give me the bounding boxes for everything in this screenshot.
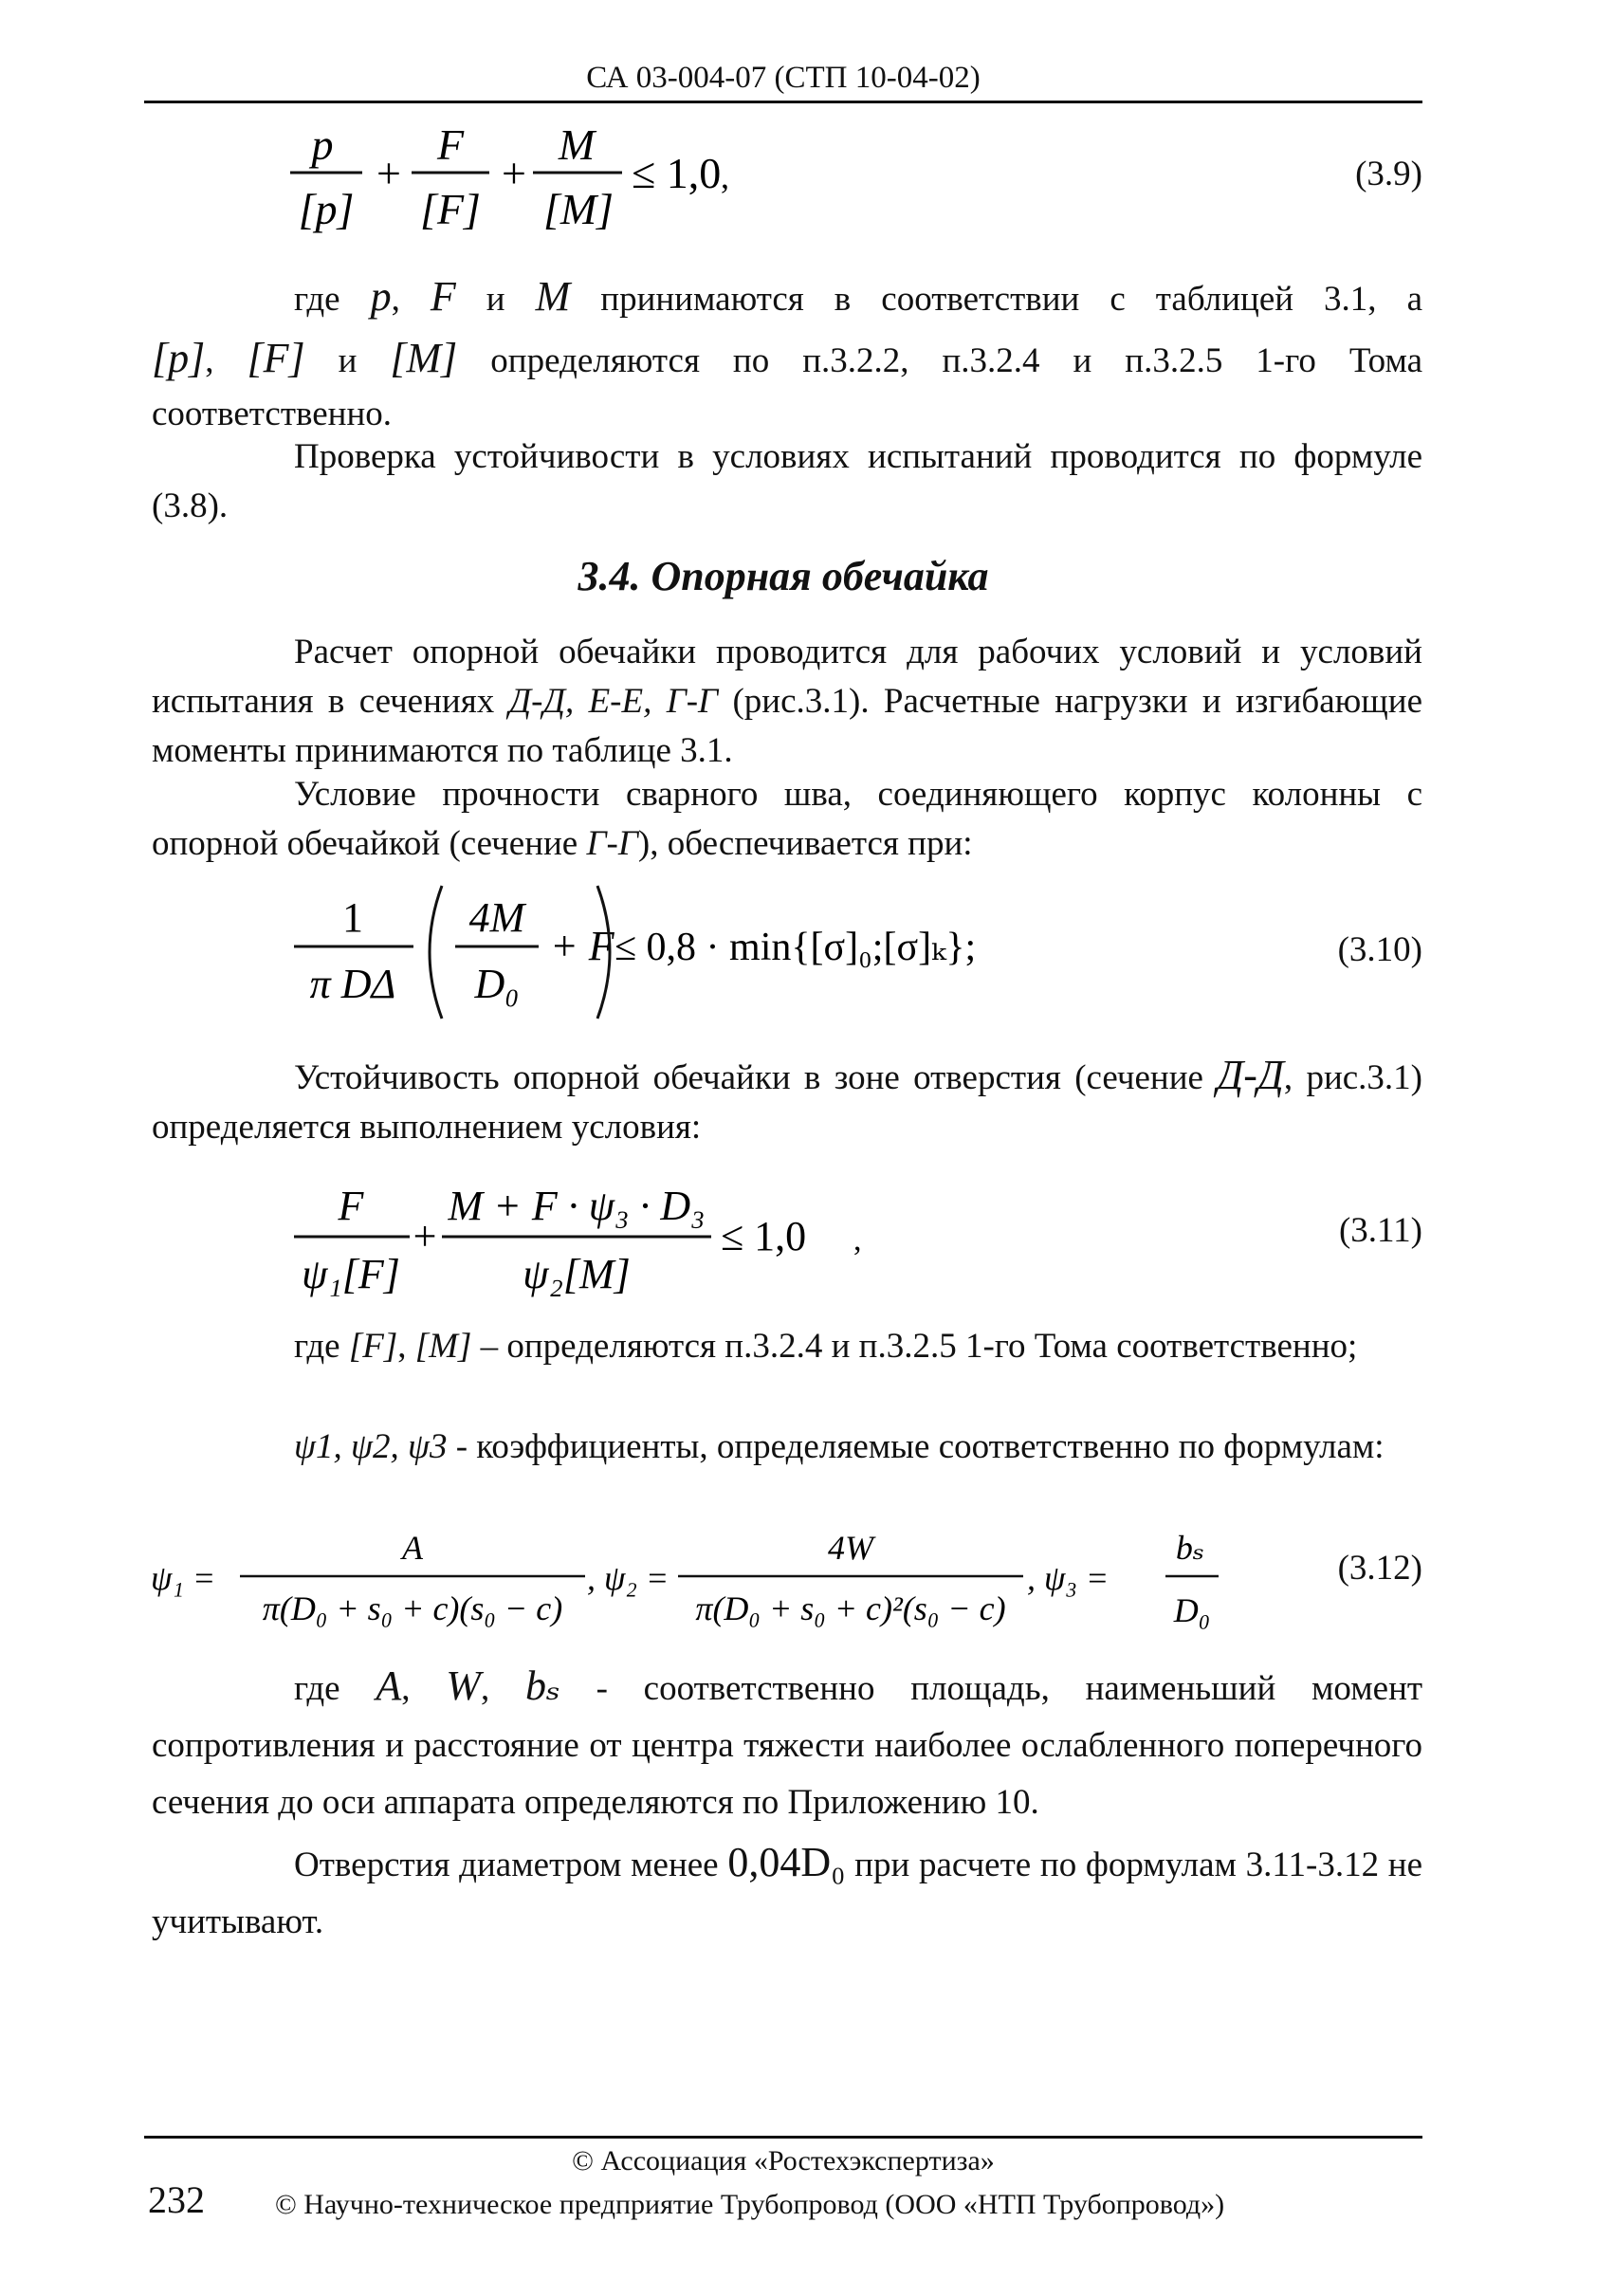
eq-number-3-10: (3.10)	[1337, 930, 1422, 969]
p8-var-bs: bₛ	[524, 1662, 560, 1709]
eq310-plus-f: + F	[550, 923, 614, 969]
eq39-rhs: ≤ 1,0	[632, 149, 722, 197]
eq310-inner-den: D₀	[474, 961, 520, 1007]
eq39-num2: F	[436, 120, 465, 169]
eq310-rhs: ≤ 0,8 · min{[σ]₀;[σ]ₖ};	[614, 926, 977, 969]
document-code: СА 03-004-07 (СТП 10-04-02)	[586, 61, 981, 95]
p9-value: 0,04D₀	[727, 1839, 846, 1885]
paragraph-support-shell-calc	[152, 628, 1422, 776]
paragraph-variables-3-9	[152, 267, 1422, 438]
p3-sections: Д-Д, Е-Е, Г-Г	[508, 682, 719, 721]
paragraph-f-m-definition	[152, 1322, 1422, 1371]
p3-b: (рис.3.1). Расчетные нагрузки и изгибающие моменты принимаются по таблице 3.1.	[152, 682, 1423, 770]
equation-3-11	[284, 1170, 891, 1313]
eq39-den3: [M]	[542, 185, 614, 233]
eq312-den3: D₀	[1173, 1591, 1211, 1629]
footer-copyright-ntp: © Научно-техническое предприятие Трубопровод (ООО «НТП Трубопровод»)	[275, 2189, 1225, 2220]
p1-var-p-brackets: [p]	[152, 335, 206, 381]
p3-a: Расчет опорной обечайки проводится для рабочих условий и условий испытания в сечениях	[152, 633, 1422, 721]
eq310-one: 1	[342, 894, 363, 941]
p6-comma: ,	[397, 1327, 407, 1366]
eq312-psi1: ψ₁ =	[151, 1559, 216, 1597]
eq39-plus2: +	[502, 149, 526, 197]
p7-psi: ψ1, ψ2, ψ3	[294, 1427, 448, 1466]
eq312-psi3: , ψ₃ =	[1027, 1559, 1110, 1597]
eq311-rhs: ≤ 1,0	[721, 1213, 807, 1259]
eq311-trail: ,	[853, 1222, 862, 1258]
eq312-num3: bₛ	[1175, 1529, 1205, 1567]
eq310-den: π DΔ	[309, 961, 396, 1007]
p8-comma2: ,	[480, 1669, 490, 1708]
p8-comma1: ,	[401, 1669, 411, 1708]
p1-w3: и	[338, 341, 358, 380]
eq312-num2: 4W	[828, 1529, 873, 1567]
eq311-num2: M + F · ψ₃ · D₃	[448, 1183, 706, 1229]
equation-3-12	[147, 1517, 1238, 1650]
footer-rule	[144, 2136, 1422, 2139]
p6-b: – определяются п.3.2.4 и п.3.2.5 1-го Тома соответственно;	[480, 1327, 1358, 1366]
p6-a: где	[294, 1327, 340, 1366]
p4-a: Условие прочности сварного шва, соединяющего корпус колонны с опорной обечайкой (сечение	[152, 775, 1422, 863]
eq-number-3-12: (3.12)	[1337, 1549, 1422, 1588]
p1-var-m-brackets: [M]	[390, 335, 458, 381]
eq310-inner-num: 4M	[468, 894, 525, 941]
p8-a: где	[294, 1669, 340, 1708]
eq311-den1: ψ₁[F]	[302, 1251, 400, 1297]
paragraph-stability-check	[152, 432, 1422, 531]
eq312-num1: A	[402, 1529, 423, 1567]
paragraph-holes-ignored	[152, 1834, 1422, 1951]
eq39-num1: p	[311, 120, 334, 169]
paragraph-psi-coefficients	[152, 1423, 1422, 1472]
eq-number-3-11: (3.11)	[1338, 1211, 1422, 1250]
p8-var-w: W	[446, 1662, 481, 1709]
section-heading: 3.4. Опорная обечайка	[578, 553, 989, 599]
p9-b: при расчете по формулам 3.11-3.12 не учитывают.	[152, 1846, 1423, 1941]
p1-var-f-brackets: [F]	[247, 335, 305, 381]
p1-w1: где	[294, 280, 340, 319]
equation-3-9	[275, 112, 749, 254]
p6-m: [M]	[414, 1327, 472, 1366]
page-number: 232	[148, 2178, 205, 2221]
eq311-plus: +	[413, 1213, 437, 1259]
p1-var-p: p	[370, 273, 392, 320]
eq39-den1: [p]	[298, 185, 355, 233]
p1-comma2: ,	[205, 341, 214, 380]
paragraph-support-stability	[152, 1051, 1422, 1152]
p4-b: ), обеспечивается при:	[637, 824, 973, 863]
p1-var-f: F	[430, 273, 456, 320]
p9-a: Отверстия диаметром менее	[294, 1846, 719, 1884]
p2-text: Проверка устойчивости в условиях испытаний проводится по формуле (3.8).	[152, 437, 1422, 525]
eq39-num3: M	[558, 120, 596, 169]
footer-copyright-association: © Ассоциация «Ростехэкспертиза»	[572, 2145, 995, 2177]
header-rule	[144, 101, 1422, 103]
equation-3-10	[284, 876, 1043, 1028]
paragraph-area-moment-distance	[152, 1658, 1422, 1831]
paragraph-weld-strength	[152, 770, 1422, 869]
p1-var-m: M	[535, 273, 571, 320]
eq312-den1: π(D₀ + s₀ + c)(s₀ − c)	[262, 1589, 563, 1627]
eq311-num1: F	[338, 1183, 364, 1229]
p1-t2: определяются по п.3.2.2, п.3.2.4 и п.3.2.5 1-го Тома	[490, 341, 1423, 380]
p1-t1: принимаются в соответствии с таблицей 3.1, а	[600, 280, 1422, 319]
eq312-den2: π(D₀ + s₀ + c)²(s₀ − c)	[695, 1589, 1006, 1627]
p1-t3: соответственно.	[152, 395, 393, 433]
p8-var-a: A	[376, 1662, 402, 1709]
p7-b: - коэффициенты, определяемые соответственно по формулам:	[455, 1427, 1385, 1466]
p4-section: Г-Г	[586, 824, 638, 863]
p8-b: - соответственно площадь, наименьший момент сопротивления и расстояние от центра тяжести наиболее ослабленного поперечного сечения до оси аппарата определяются по Приложению 10.	[152, 1669, 1423, 1822]
p1-w2: и	[486, 280, 505, 319]
p6-f: [F]	[348, 1327, 398, 1366]
p5-a: Устойчивость опорной обечайки в зоне отверстия (сечение	[294, 1058, 1203, 1097]
eq39-plus1: +	[376, 149, 401, 197]
eq311-den2: ψ₂[M]	[523, 1251, 631, 1297]
eq39-trail: ,	[721, 157, 729, 195]
p5-b: , рис.3.1) определяется выполнением условия:	[152, 1058, 1423, 1147]
eq-number-3-9: (3.9)	[1355, 155, 1422, 193]
eq39-den2: [F]	[420, 185, 481, 233]
p5-section: Д-Д	[1217, 1052, 1284, 1098]
p1-comma: ,	[391, 280, 400, 319]
eq312-psi2: , ψ₂ =	[587, 1559, 669, 1597]
